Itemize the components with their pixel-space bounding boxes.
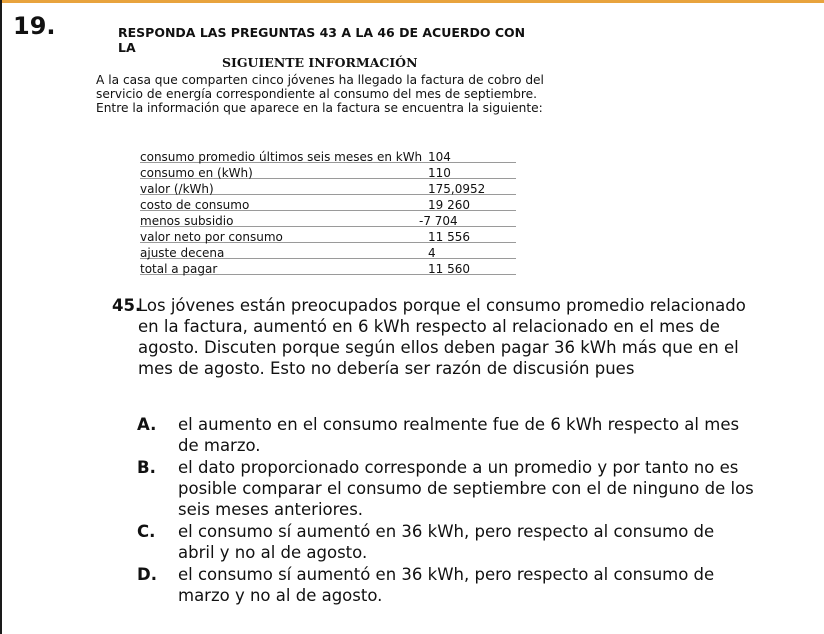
option-c-letter: C. bbox=[137, 522, 156, 541]
invoice-value: 110 bbox=[428, 166, 451, 180]
invoice-label: ajuste decena bbox=[140, 246, 225, 260]
option-line: el dato proporcionado corresponde a un promedio y por tanto no es bbox=[178, 458, 739, 477]
stem-line: agosto. Discuten porque según ellos deben pagar 36 kWh más que en el bbox=[138, 338, 739, 357]
invoice-row bbox=[140, 245, 516, 261]
option-line: marzo y no al de agosto. bbox=[178, 586, 383, 605]
heading-line-2: SIGUIENTE INFORMACIÓN bbox=[222, 55, 418, 70]
top-accent-bar bbox=[0, 0, 824, 3]
invoice-label: valor neto por consumo bbox=[140, 230, 283, 244]
option-line: abril y no al de agosto. bbox=[178, 543, 368, 562]
invoice-value: 175,0952 bbox=[428, 182, 486, 196]
invoice-row bbox=[140, 261, 516, 277]
invoice-label: consumo en (kWh) bbox=[140, 166, 253, 180]
stem-line: en la factura, aumentó en 6 kWh respecto al relacionado en el mes de bbox=[138, 317, 720, 336]
option-c[interactable] bbox=[137, 521, 715, 563]
stem-line: mes de agosto. Esto no debería ser razón de discusión pues bbox=[138, 359, 635, 378]
option-line: el consumo sí aumentó en 36 kWh, pero respecto al consumo de bbox=[178, 565, 715, 584]
question-number: 19. bbox=[13, 12, 56, 40]
invoice-value: 4 bbox=[428, 246, 436, 260]
option-line: seis meses anteriores. bbox=[178, 500, 364, 519]
invoice-row bbox=[140, 149, 516, 165]
invoice-label: costo de consumo bbox=[140, 198, 250, 212]
option-line: el aumento en el consumo realmente fue de 6 kWh respecto al mes bbox=[178, 415, 740, 434]
invoice-table bbox=[140, 149, 516, 277]
invoice-row bbox=[140, 213, 516, 229]
invoice-value: 11 560 bbox=[428, 262, 470, 276]
option-line: posible comparar el consumo de septiembre con el de ninguno de los bbox=[178, 479, 754, 498]
invoice-row bbox=[140, 229, 516, 245]
option-d-letter: D. bbox=[137, 565, 157, 584]
invoice-label: menos subsidio bbox=[140, 214, 234, 228]
question-45-number: 45. bbox=[112, 296, 142, 315]
invoice-row bbox=[140, 165, 516, 181]
invoice-value: 19 260 bbox=[428, 198, 470, 212]
invoice-value: 11 556 bbox=[428, 230, 470, 244]
option-a-text bbox=[137, 414, 740, 456]
option-d-text bbox=[137, 564, 715, 606]
invoice-value: 104 bbox=[428, 150, 451, 164]
option-d[interactable] bbox=[137, 564, 715, 606]
question-45-stem bbox=[112, 295, 746, 379]
instructions-heading bbox=[118, 25, 538, 70]
option-b-letter: B. bbox=[137, 458, 156, 477]
invoice-label: consumo promedio últimos seis meses en kWh bbox=[140, 150, 423, 164]
option-line: el consumo sí aumentó en 36 kWh, pero respecto al consumo de bbox=[178, 522, 715, 541]
intro-line-1: A la casa que comparten cinco jóvenes ha llegado la factura de cobro del bbox=[96, 73, 544, 87]
left-border bbox=[0, 0, 2, 634]
option-b[interactable] bbox=[137, 457, 754, 520]
option-a[interactable] bbox=[137, 414, 740, 456]
invoice-label: total a pagar bbox=[140, 262, 218, 276]
invoice-row bbox=[140, 197, 516, 213]
intro-line-3: Entre la información que aparece en la factura se encuentra la siguiente: bbox=[96, 101, 543, 115]
question-45 bbox=[112, 295, 746, 379]
option-c-text bbox=[137, 521, 715, 563]
option-a-letter: A. bbox=[137, 415, 157, 434]
intro-line-2: servicio de energía correspondiente al consumo del mes de septiembre. bbox=[96, 87, 537, 101]
invoice-label: valor (/kWh) bbox=[140, 182, 214, 196]
invoice-row bbox=[140, 181, 516, 197]
option-b-text bbox=[137, 457, 754, 520]
heading-line-1: RESPONDA LAS PREGUNTAS 43 A LA 46 DE ACUERDO CON LA bbox=[118, 25, 526, 55]
option-line: de marzo. bbox=[178, 436, 261, 455]
invoice-value: -7 704 bbox=[419, 214, 458, 228]
intro-paragraph bbox=[96, 73, 546, 115]
stem-line: Los jóvenes están preocupados porque el consumo promedio relacionado bbox=[138, 296, 746, 315]
